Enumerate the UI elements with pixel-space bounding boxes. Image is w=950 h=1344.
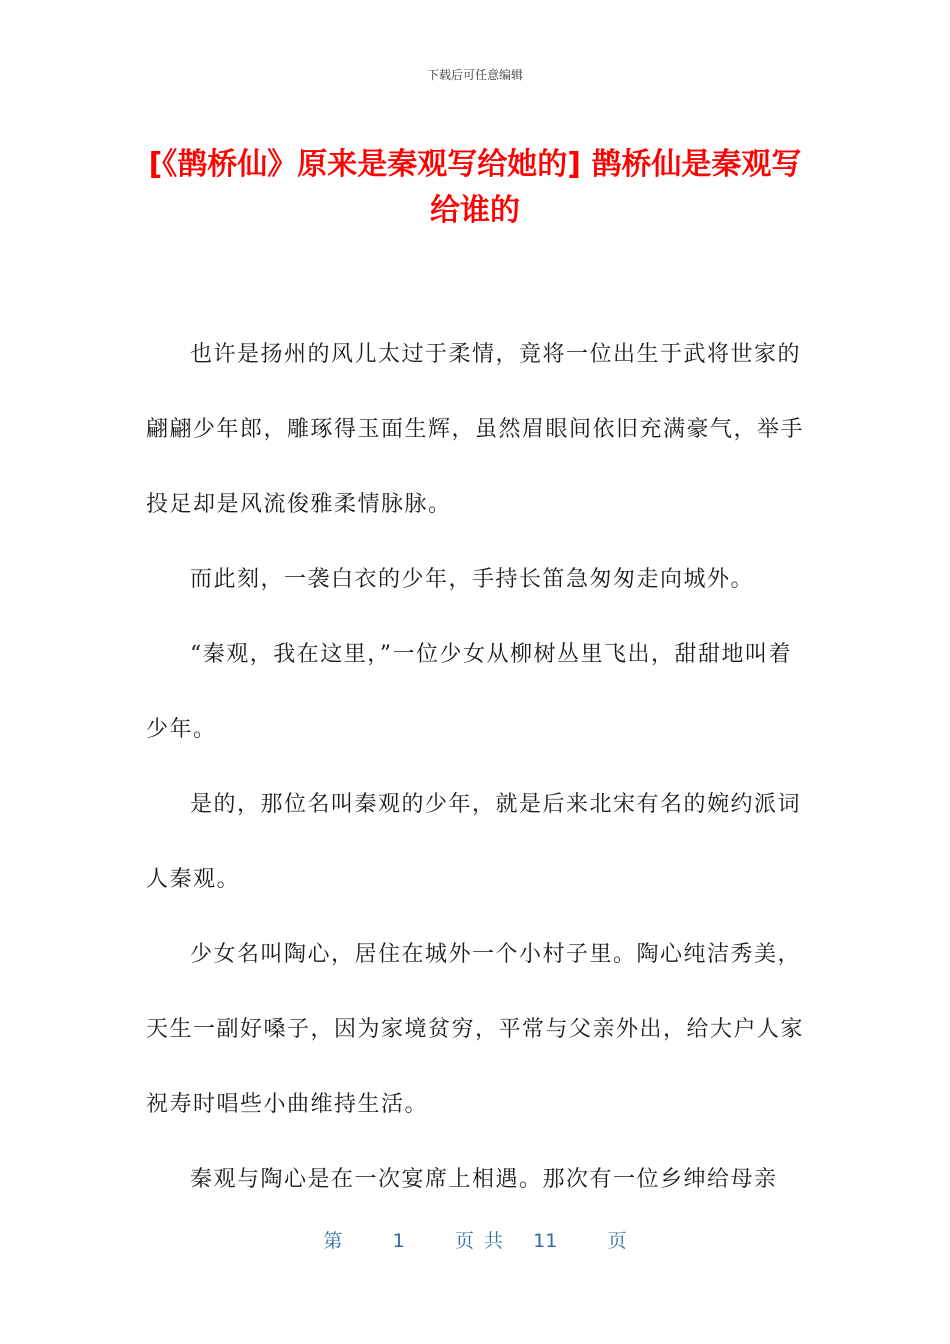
page-label-prefix: 第 <box>323 1230 343 1252</box>
page-label-mid: 页 共 <box>454 1230 504 1252</box>
header-note: 下载后可任意编辑 <box>426 68 523 82</box>
page-label-suffix: 页 <box>607 1230 627 1252</box>
paragraph: 而此刻，一袭白衣的少年，手持长笛急匆匆走向城外。 <box>190 567 755 592</box>
document-title: [《鹊桥仙》原来是秦观写给她的] 鹊桥仙是秦观写给谁的 <box>148 147 802 228</box>
page-total: 11 <box>533 1230 558 1252</box>
paragraph: 少女名叫陶心，居住在城外一个小村子里。陶心纯洁秀美，天生一副好嗓子，因为家境贫穷，平常与父亲外出，给大户人家祝寿时唱些小曲维持生活。 <box>146 942 805 1117</box>
paragraph: 也许是扬州的风儿太过于柔情，竟将一位出生于武将世家的翩翩少年郎，雕琢得玉面生辉，虽然眉眼间依旧充满豪气，举手投足却是风流俊雅柔情脉脉。 <box>146 342 805 517</box>
paragraph: 秦观与陶心是在一次宴席上相遇。那次有一位乡绅给母亲 <box>190 1167 778 1192</box>
document-body <box>146 317 806 1217</box>
page-number-footer <box>0 1226 950 1253</box>
page-current: 1 <box>392 1230 405 1252</box>
paragraph: “秦观，我在这里，”一位少女从柳树丛里飞出，甜甜地叫着少年。 <box>146 642 792 742</box>
paragraph: 是的，那位名叫秦观的少年，就是后来北宋有名的婉约派词人秦观。 <box>146 792 802 892</box>
